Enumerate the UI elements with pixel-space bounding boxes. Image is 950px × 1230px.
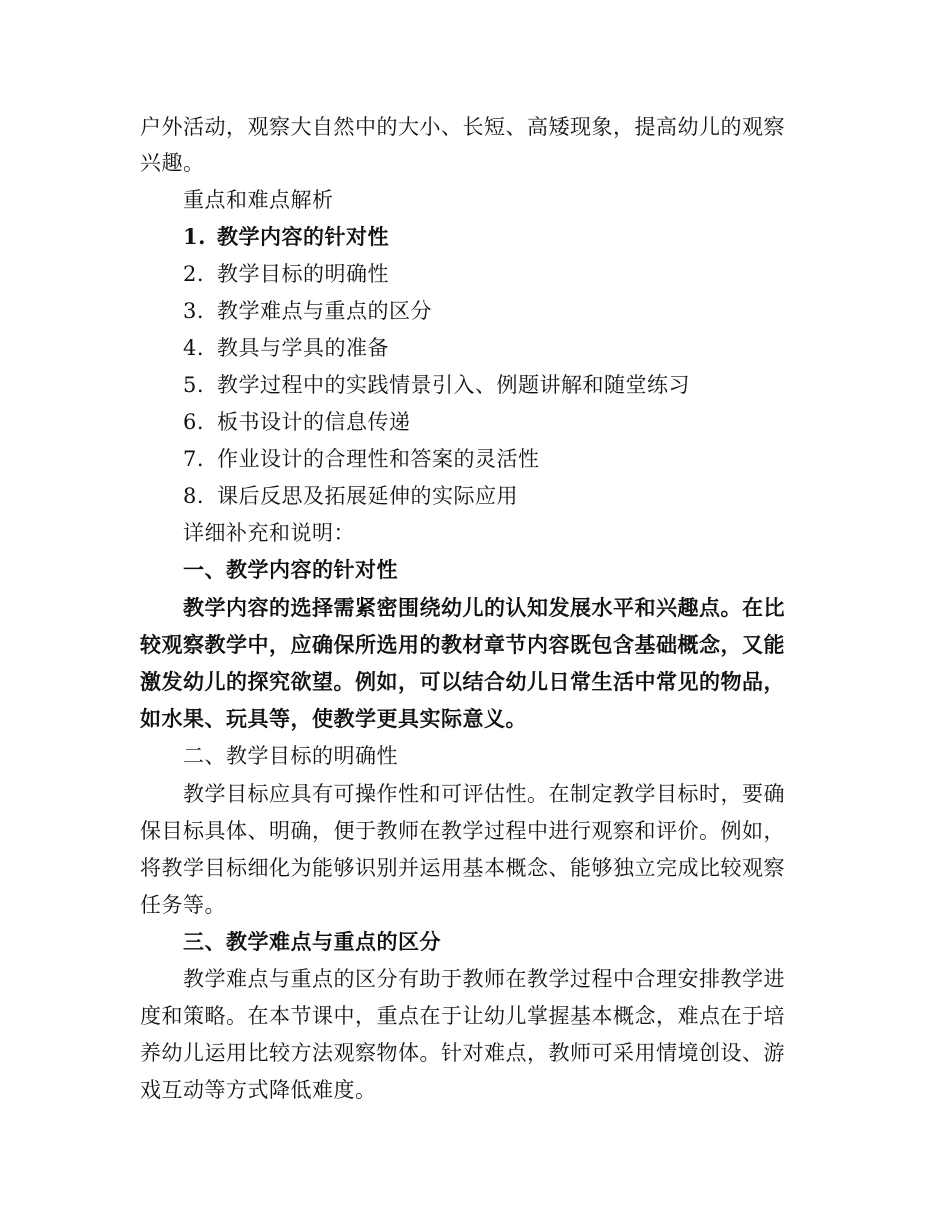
intro-line-2: 兴趣。 [140,151,205,175]
section2-line: 教学目标应具有可操作性和可评估性。在制定教学目标时，要确 [183,782,785,806]
section2-line: 将教学目标细化为能够识别并运用基本概念、能够独立完成比较观察 [140,856,785,880]
section1-line: 如水果、玩具等，使教学更具实际意义。 [140,706,527,731]
list-item: 2. 教学目标的明确性 [183,262,389,286]
section3-title: 三、教学难点与重点的区分 [183,929,441,954]
section2-line: 任务等。 [140,893,226,917]
section3-line: 戏互动等方式降低难度。 [140,1078,377,1102]
section1-title: 一、教学内容的针对性 [183,557,398,582]
list-item: 4. 教具与学具的准备 [183,336,389,360]
list-item: 3. 教学难点与重点的区分 [183,299,432,323]
section1-line: 激发幼儿的探究欲望。例如，可以结合幼儿日常生活中常见的物品， [140,669,785,694]
supplement-label: 详细补充和说明： [183,521,355,545]
list-item: 7. 作业设计的合理性和答案的灵活性 [183,447,540,471]
list-item: 5. 教学过程中的实践情景引入、例题讲解和随堂练习 [183,373,690,397]
list-item: 8. 课后反思及拓展延伸的实际应用 [183,484,518,508]
list-item: 6. 板书设计的信息传递 [183,410,411,434]
section3-line: 教学难点与重点的区分有助于教师在教学过程中合理安排教学进 [183,967,785,991]
intro-line-1: 户外活动，观察大自然中的大小、长短、高矮现象，提高幼儿的观察 [140,115,785,139]
section2-line: 保目标具体、明确，便于教师在教学过程中进行观察和评价。例如， [140,819,785,843]
section3-line: 养幼儿运用比较方法观察物体。针对难点，教师可采用情境创设、游 [140,1041,785,1065]
section1-line: 教学内容的选择需紧密围绕幼儿的认知发展水平和兴趣点。在比 [183,595,785,620]
list-item: 1. 教学内容的针对性 [183,224,389,249]
section3-line: 度和策略。在本节课中，重点在于让幼儿掌握基本概念，难点在于培 [140,1004,785,1028]
section-heading: 重点和难点解析 [183,188,334,212]
section2-title: 二、教学目标的明确性 [183,744,398,768]
section1-line: 较观察教学中，应确保所选用的教材章节内容既包含基础概念，又能 [140,632,785,657]
